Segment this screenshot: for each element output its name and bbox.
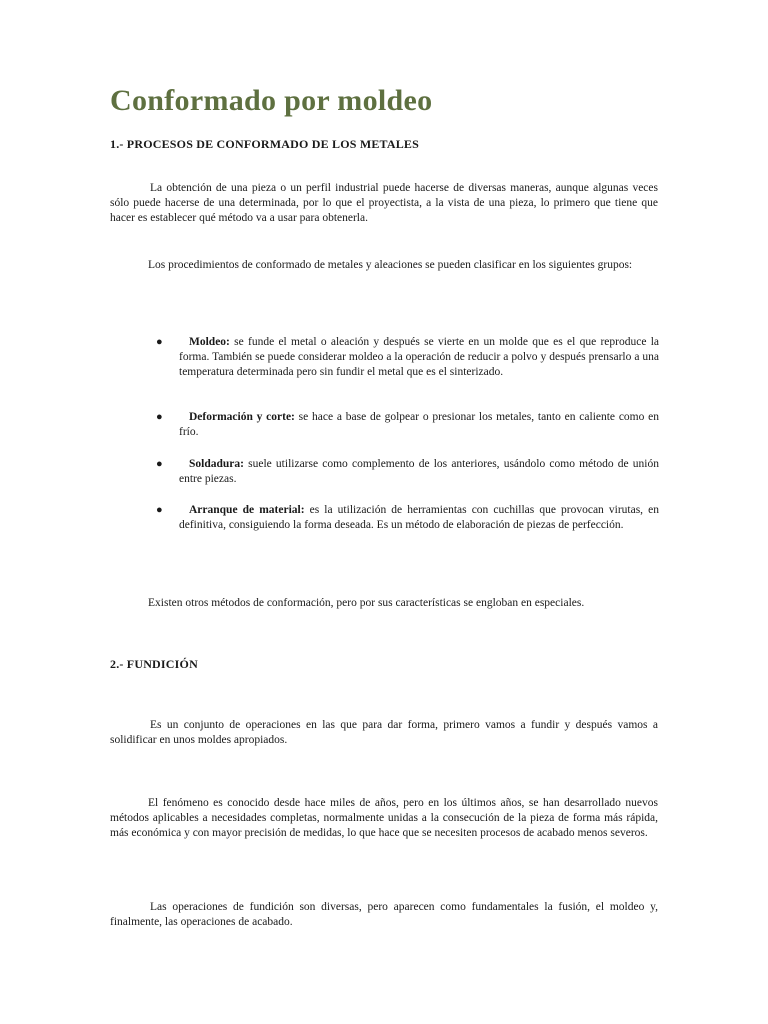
paragraph-fenomeno: El fenómeno es conocido desde hace miles de años, pero en los últimos años, se han desarrollado nuevos métodos aplicables a necesidades completas, normalmente unidas a la consecución de la pieza de forma más rápida, más económica y con mayor precisión de medidas, lo que hace que se necesiten procesos de acabado menos severos. (110, 797, 658, 839)
list-item-term: Deformación y corte: (189, 411, 295, 423)
bullet-icon: ● (156, 504, 163, 516)
paragraph-operaciones-fundicion: Las operaciones de fundición son diversas, pero aparecen como fundamentales la fusión, el moldeo y, finalmente, las operaciones de acabado. (110, 901, 658, 928)
bullet-icon: ● (156, 458, 163, 470)
list-item-text: se funde el metal o aleación y después se vierte en un molde que es el que reproduce la forma. También se puede considerar moldeo a la operación de reducir a polvo y después prensarlo a una temperatura determinada pero sin fundir el metal que es el sinterizado. (179, 336, 659, 378)
bullet-icon: ● (156, 411, 163, 423)
section-heading-procesos: 1.- PROCESOS DE CONFORMADO DE LOS METALES (110, 137, 420, 151)
list-item-moldeo (179, 335, 659, 380)
paragraph-otros-metodos: Existen otros métodos de conformación, pero por sus características se engloban en especiales. (148, 597, 585, 609)
page-title: Conformado por moldeo (110, 84, 433, 117)
list-item-term: Arranque de material: (189, 504, 305, 516)
list-item-arranque (179, 503, 659, 533)
list-item-deformacion (179, 410, 659, 440)
list-item-text: se hace a base de golpear o presionar los metales, tanto en caliente como en frío. (179, 411, 659, 438)
section-heading-fundicion: 2.- FUNDICIÓN (110, 657, 198, 671)
list-item-term: Moldeo: (189, 336, 230, 348)
list-item-text: es la utilización de herramientas con cuchillas que provocan virutas, en definitiva, consiguiendo la forma deseada. Es un método de elaboración de piezas de perfección. (179, 504, 659, 531)
paragraph-conjunto-operaciones: Es un conjunto de operaciones en las que para dar forma, primero vamos a fundir y después vamos a solidificar en unos moldes apropiados. (110, 719, 658, 746)
list-item-term: Soldadura: (189, 458, 244, 470)
paragraph-procedimientos: Los procedimientos de conformado de metales y aleaciones se pueden clasificar en los siguientes grupos: (148, 259, 633, 271)
paragraph-obtencion: La obtención de una pieza o un perfil industrial puede hacerse de diversas maneras, aunque algunas veces sólo puede hacerse de una determinada, por lo que el proyectista, a la vista de una pieza, lo primero que tiene que hacer es establecer qué método va a usar para obtenerla. (110, 182, 658, 224)
list-item-soldadura (179, 457, 659, 487)
bullet-icon: ● (156, 336, 163, 348)
list-item-text: suele utilizarse como complemento de los anteriores, usándolo como método de unión entre piezas. (179, 458, 659, 485)
